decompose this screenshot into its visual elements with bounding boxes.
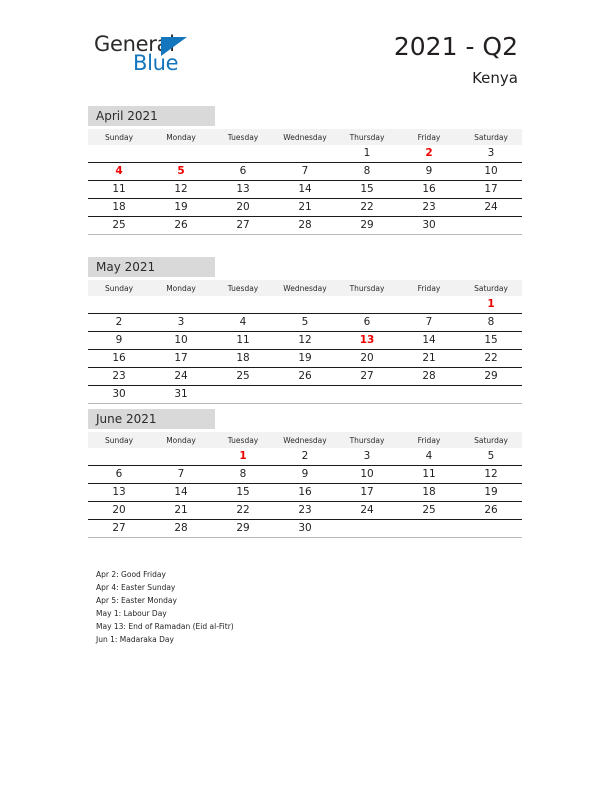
calendar-day-empty <box>88 448 150 466</box>
weekday-header-wednesday: Wednesday <box>274 129 336 145</box>
calendar-day: 3 <box>150 314 212 332</box>
calendar-body <box>88 448 522 538</box>
month-title: April 2021 <box>88 106 215 126</box>
calendar-day-empty <box>88 296 150 314</box>
calendar-day: 12 <box>460 466 522 484</box>
weekday-header-sunday: Sunday <box>88 432 150 448</box>
calendar-week-row <box>88 386 522 404</box>
calendar-day: 15 <box>336 181 398 199</box>
month-block-june <box>88 409 522 538</box>
page-header <box>0 0 612 100</box>
calendar-day-empty <box>274 296 336 314</box>
calendar-day-holiday: 13 <box>336 332 398 350</box>
calendar-day: 11 <box>398 466 460 484</box>
calendar-day: 23 <box>88 368 150 386</box>
calendar-day: 25 <box>88 217 150 235</box>
holiday-note: Apr 2: Good Friday <box>96 570 166 579</box>
weekday-header-saturday: Saturday <box>460 129 522 145</box>
calendar-day: 20 <box>212 199 274 217</box>
calendar-day-empty <box>212 296 274 314</box>
calendar-day: 24 <box>460 199 522 217</box>
calendar-day: 2 <box>88 314 150 332</box>
calendar-week-row <box>88 181 522 199</box>
holiday-note: May 13: End of Ramadan (Eid al-Fitr) <box>96 622 234 631</box>
calendar-day: 30 <box>88 386 150 404</box>
weekday-header-thursday: Thursday <box>336 432 398 448</box>
calendar-day: 3 <box>336 448 398 466</box>
calendar-day: 26 <box>460 502 522 520</box>
calendar-week-row <box>88 350 522 368</box>
calendar-day: 31 <box>150 386 212 404</box>
calendar-day: 22 <box>460 350 522 368</box>
calendar-day: 5 <box>460 448 522 466</box>
calendar-day: 23 <box>274 502 336 520</box>
calendar-day: 22 <box>212 502 274 520</box>
calendar-day: 11 <box>212 332 274 350</box>
calendar-week-row <box>88 199 522 217</box>
calendar-day: 25 <box>212 368 274 386</box>
holiday-note: May 1: Labour Day <box>96 609 167 618</box>
calendar-day: 10 <box>150 332 212 350</box>
calendar-day-holiday: 1 <box>212 448 274 466</box>
calendar-week-row <box>88 484 522 502</box>
calendar-day: 27 <box>336 368 398 386</box>
calendar-day-holiday: 1 <box>460 296 522 314</box>
calendar-day-empty <box>460 520 522 538</box>
calendar-day: 29 <box>212 520 274 538</box>
calendar-day: 8 <box>336 163 398 181</box>
calendar-day: 22 <box>336 199 398 217</box>
calendar-day: 6 <box>336 314 398 332</box>
calendar-day-empty <box>336 296 398 314</box>
calendar-week-row <box>88 296 522 314</box>
calendar-day: 21 <box>398 350 460 368</box>
weekday-header-monday: Monday <box>150 280 212 296</box>
calendar-day: 20 <box>88 502 150 520</box>
month-block-may <box>88 257 522 404</box>
calendar-day: 24 <box>150 368 212 386</box>
calendar-day: 8 <box>212 466 274 484</box>
calendar-day: 18 <box>398 484 460 502</box>
calendar-day: 23 <box>398 199 460 217</box>
holiday-note: Jun 1: Madaraka Day <box>96 635 174 644</box>
calendar-day: 15 <box>460 332 522 350</box>
month-block-april <box>88 106 522 235</box>
calendar-day: 2 <box>274 448 336 466</box>
calendar-day-empty <box>460 217 522 235</box>
calendar-day-empty <box>336 520 398 538</box>
calendar-day: 27 <box>212 217 274 235</box>
brand-logo <box>94 33 294 85</box>
country-label: Kenya <box>472 69 518 87</box>
calendar-day-empty <box>274 145 336 163</box>
calendar-day: 29 <box>460 368 522 386</box>
calendar-day: 13 <box>212 181 274 199</box>
weekday-header-tuesday: Tuesday <box>212 432 274 448</box>
calendar-day: 1 <box>336 145 398 163</box>
month-title: June 2021 <box>88 409 215 429</box>
calendar-day: 14 <box>150 484 212 502</box>
calendar-week-row <box>88 368 522 386</box>
calendar-day: 13 <box>88 484 150 502</box>
weekday-header-monday: Monday <box>150 129 212 145</box>
calendar-day-empty <box>398 386 460 404</box>
calendar-day: 16 <box>274 484 336 502</box>
calendar-day: 25 <box>398 502 460 520</box>
calendar-day: 28 <box>150 520 212 538</box>
month-title: May 2021 <box>88 257 215 277</box>
page-title: 2021 - Q2 <box>393 32 518 61</box>
calendar-day: 17 <box>336 484 398 502</box>
weekday-header-sunday: Sunday <box>88 129 150 145</box>
calendar-week-row <box>88 466 522 484</box>
calendar-day-empty <box>150 296 212 314</box>
weekday-header-friday: Friday <box>398 129 460 145</box>
calendar-day: 16 <box>88 350 150 368</box>
calendar-day-holiday: 2 <box>398 145 460 163</box>
calendar-day: 29 <box>336 217 398 235</box>
calendar-day: 24 <box>336 502 398 520</box>
calendar-day-empty <box>460 386 522 404</box>
calendar-body <box>88 145 522 235</box>
calendar-day: 20 <box>336 350 398 368</box>
calendar-day: 17 <box>460 181 522 199</box>
holiday-list <box>96 568 496 646</box>
calendar-day-empty <box>398 520 460 538</box>
weekday-header-row <box>88 432 522 448</box>
calendar-day: 6 <box>212 163 274 181</box>
calendar-day: 9 <box>274 466 336 484</box>
calendar-day: 9 <box>398 163 460 181</box>
weekday-header-row <box>88 129 522 145</box>
weekday-header-monday: Monday <box>150 432 212 448</box>
calendar-day: 27 <box>88 520 150 538</box>
calendar-day: 28 <box>398 368 460 386</box>
calendar-day-holiday: 4 <box>88 163 150 181</box>
calendar-day: 10 <box>336 466 398 484</box>
calendar-day: 4 <box>398 448 460 466</box>
calendar-day: 19 <box>150 199 212 217</box>
weekday-header-tuesday: Tuesday <box>212 280 274 296</box>
brand-name-general: General <box>94 32 175 56</box>
holiday-note: Apr 5: Easter Monday <box>96 596 177 605</box>
calendar-week-row <box>88 520 522 538</box>
calendar-body <box>88 296 522 404</box>
calendar-day: 4 <box>212 314 274 332</box>
calendar-day: 7 <box>274 163 336 181</box>
calendar-day: 16 <box>398 181 460 199</box>
calendar-day: 12 <box>274 332 336 350</box>
calendar-day-empty <box>150 448 212 466</box>
weekday-header-thursday: Thursday <box>336 129 398 145</box>
calendar-day-empty <box>212 145 274 163</box>
calendar-day-empty <box>150 145 212 163</box>
calendar-week-row <box>88 217 522 235</box>
calendar-day: 21 <box>150 502 212 520</box>
calendar-day: 7 <box>398 314 460 332</box>
calendar-day: 12 <box>150 181 212 199</box>
weekday-header-saturday: Saturday <box>460 280 522 296</box>
weekday-header-friday: Friday <box>398 432 460 448</box>
holiday-note: Apr 4: Easter Sunday <box>96 583 176 592</box>
calendar-week-row <box>88 448 522 466</box>
calendar-day-holiday: 5 <box>150 163 212 181</box>
calendar-day: 19 <box>460 484 522 502</box>
calendar-day: 9 <box>88 332 150 350</box>
calendar-table-april <box>88 129 522 235</box>
calendar-day: 18 <box>88 199 150 217</box>
calendar-week-row <box>88 163 522 181</box>
calendar-day-empty <box>398 296 460 314</box>
calendar-day: 30 <box>398 217 460 235</box>
calendar-day: 14 <box>274 181 336 199</box>
weekday-header-wednesday: Wednesday <box>274 432 336 448</box>
calendar-day: 5 <box>274 314 336 332</box>
weekday-header-sunday: Sunday <box>88 280 150 296</box>
calendar-day: 11 <box>88 181 150 199</box>
calendar-day: 28 <box>274 217 336 235</box>
calendar-day-empty <box>212 386 274 404</box>
weekday-header-wednesday: Wednesday <box>274 280 336 296</box>
calendar-week-row <box>88 502 522 520</box>
weekday-header-row <box>88 280 522 296</box>
calendar-day: 10 <box>460 163 522 181</box>
calendar-week-row <box>88 145 522 163</box>
calendar-day: 3 <box>460 145 522 163</box>
calendar-day: 30 <box>274 520 336 538</box>
calendar-day: 8 <box>460 314 522 332</box>
brand-name-blue: Blue <box>133 51 179 75</box>
calendar-day: 17 <box>150 350 212 368</box>
calendar-day-empty <box>336 386 398 404</box>
calendar-day-empty <box>88 145 150 163</box>
weekday-header-tuesday: Tuesday <box>212 129 274 145</box>
calendar-day: 26 <box>274 368 336 386</box>
calendar-day: 26 <box>150 217 212 235</box>
calendar-week-row <box>88 314 522 332</box>
calendar-table-may <box>88 280 522 404</box>
calendar-day: 21 <box>274 199 336 217</box>
weekday-header-saturday: Saturday <box>460 432 522 448</box>
title-block <box>394 32 518 88</box>
calendar-day: 14 <box>398 332 460 350</box>
calendar-day: 7 <box>150 466 212 484</box>
weekday-header-friday: Friday <box>398 280 460 296</box>
calendar-day: 19 <box>274 350 336 368</box>
calendar-week-row <box>88 332 522 350</box>
calendar-day: 18 <box>212 350 274 368</box>
calendar-day-empty <box>274 386 336 404</box>
calendar-day: 15 <box>212 484 274 502</box>
calendar-day: 6 <box>88 466 150 484</box>
calendar-table-june <box>88 432 522 538</box>
weekday-header-thursday: Thursday <box>336 280 398 296</box>
